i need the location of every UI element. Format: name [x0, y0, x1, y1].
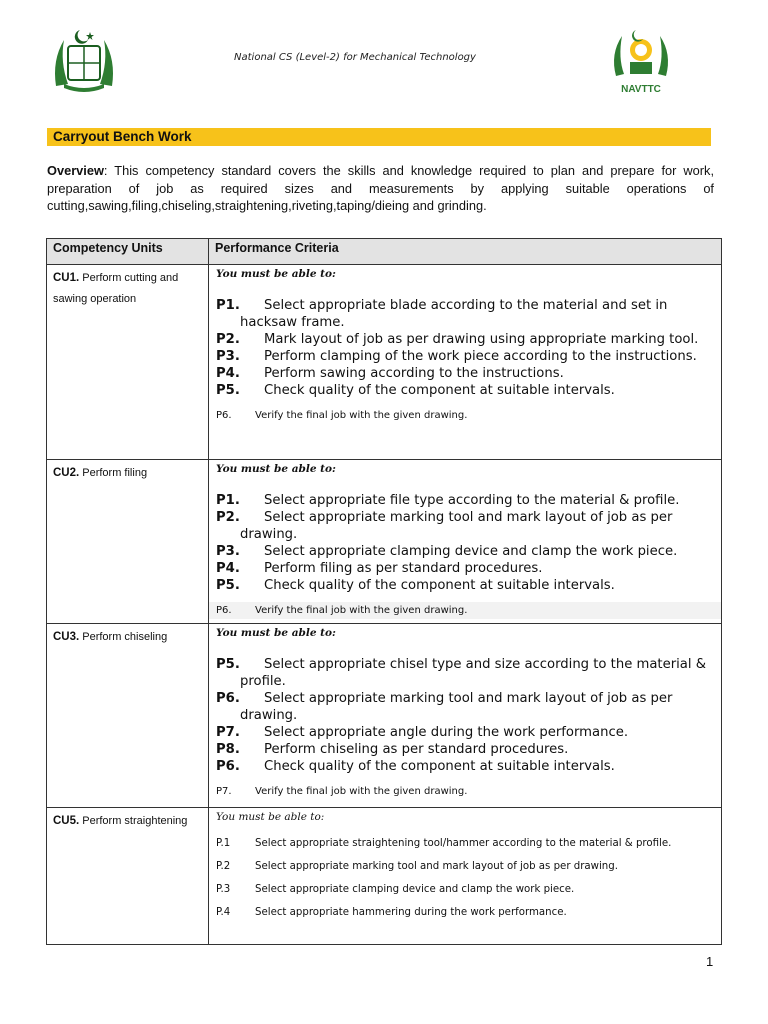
table-row [47, 808, 722, 945]
criterion-code: P1. [216, 298, 240, 313]
unit-name: Perform cutting and sawing operation [53, 272, 179, 305]
criterion-code: P.2 [216, 861, 231, 872]
criterion [216, 906, 713, 919]
criterion-text: Select appropriate clamping device and clamp the work piece. [264, 544, 678, 559]
performance-criteria-cell [209, 808, 722, 945]
document-header: National CS (Level-2) for Mechanical Technology [234, 52, 476, 63]
criterion-code: P6. [216, 410, 232, 421]
competency-unit-cell [47, 460, 209, 624]
criterion-code: P6. [216, 759, 240, 774]
unit-name: Perform filing [79, 467, 148, 479]
criterion-code: P7. [216, 725, 240, 740]
page-number: 1 [706, 954, 714, 969]
unit-name: Perform straightening [79, 815, 188, 827]
criterion-text: Select appropriate straightening tool/hammer according to the material & profile. [255, 838, 672, 849]
overview-label: Overview [47, 163, 104, 178]
unit-code: CU1. [53, 272, 80, 284]
criterion-code: P6. [216, 691, 240, 706]
criterion [216, 543, 713, 560]
criterion-code: P2. [216, 332, 240, 347]
criterion-code: P5. [216, 383, 240, 398]
criterion [216, 860, 713, 873]
navttc-logo [606, 26, 676, 98]
criterion-text: Select appropriate chisel type and size according to the material & profile. [240, 657, 707, 689]
criterion-text: Select appropriate file type according to the material & profile. [264, 493, 680, 508]
criterion-final [216, 785, 713, 798]
criterion [216, 492, 713, 509]
unit-name: Perform chiseling [79, 631, 168, 643]
competency-table [46, 238, 722, 945]
table-header-row [47, 239, 722, 265]
criterion-text: Select appropriate marking tool and mark layout of job as per drawing. [255, 861, 618, 872]
criterion-text: Check quality of the component at suitable intervals. [264, 578, 615, 593]
competency-unit-cell [47, 808, 209, 945]
table-row [47, 265, 722, 460]
criterion-code: P.4 [216, 907, 231, 918]
criterion-text: Perform filing as per standard procedures. [264, 561, 543, 576]
criterion-text: Perform clamping of the work piece according to the instructions. [264, 349, 697, 364]
criterion [216, 509, 713, 543]
criterion-code: P7. [216, 786, 232, 797]
criterion-text: Select appropriate blade according to the material and set in hacksaw frame. [240, 298, 668, 330]
header-performance-criteria: Performance Criteria [209, 239, 722, 265]
criterion [216, 297, 713, 331]
criterion [216, 348, 713, 365]
criterion-text: Select appropriate hammering during the work performance. [255, 907, 567, 918]
criterion [216, 331, 713, 348]
criterion-code: P3. [216, 544, 240, 559]
criterion-text: Check quality of the component at suitable intervals. [264, 759, 615, 774]
unit-code: CU5. [53, 815, 80, 827]
criterion-code: P8. [216, 742, 240, 757]
overview-paragraph [47, 162, 714, 215]
criterion [216, 724, 713, 741]
section-title: Carryout Bench Work [53, 129, 192, 144]
navttc-logo-caption: NAVTTC [621, 84, 661, 95]
criterion-code: P5. [216, 578, 240, 593]
criterion-text: Check quality of the component at suitable intervals. [264, 383, 615, 398]
table-row [47, 460, 722, 624]
performance-criteria-cell [209, 265, 722, 460]
performance-criteria-cell [209, 460, 722, 624]
unit-code: CU3. [53, 631, 80, 643]
criterion-code: P2. [216, 510, 240, 525]
criterion-code: P1. [216, 493, 240, 508]
header-competency-units: Competency Units [47, 239, 209, 265]
criterion [216, 883, 713, 896]
criterion-final [209, 602, 721, 619]
criteria-intro: You must be able to: [216, 268, 336, 280]
criterion-code: P6. [216, 605, 232, 616]
criterion-code: P5. [216, 657, 240, 672]
criterion-text: Verify the final job with the given drawing. [255, 786, 468, 797]
criteria-intro: You must be able to: [216, 811, 325, 823]
criterion [216, 365, 713, 382]
competency-unit-cell [47, 265, 209, 460]
criterion-final [216, 409, 713, 422]
criterion-code: P3. [216, 349, 240, 364]
unit-code: CU2. [53, 467, 80, 479]
criterion-text: Select appropriate angle during the work performance. [264, 725, 629, 740]
criterion-text: Perform sawing according to the instructions. [264, 366, 564, 381]
criterion [216, 690, 713, 724]
criterion-text: Mark layout of job as per drawing using appropriate marking tool. [264, 332, 699, 347]
criteria-intro: You must be able to: [216, 463, 336, 475]
criterion [216, 837, 713, 850]
criterion [216, 560, 713, 577]
table-row [47, 624, 722, 808]
criterion [216, 656, 713, 690]
criterion-text: Select appropriate clamping device and clamp the work piece. [255, 884, 575, 895]
criterion [216, 741, 713, 758]
criterion [216, 382, 713, 399]
criterion-text: Verify the final job with the given drawing. [255, 605, 468, 616]
criterion-code: P.1 [216, 838, 231, 849]
criterion-text: Perform chiseling as per standard procedures. [264, 742, 569, 757]
section-title-bar [47, 128, 711, 146]
performance-criteria-cell [209, 624, 722, 808]
overview-text: : This competency standard covers the skills and knowledge required to plan and prepare for work, preparation of job as required sizes and measurements by applying suitable operations of cutting,sawing,filing,chiseling,straightening,riveting,taping/dieing and grinding. [47, 163, 714, 213]
criterion [216, 577, 713, 594]
criterion-text: Verify the final job with the given drawing. [255, 410, 468, 421]
criterion [216, 758, 713, 775]
criterion-code: P4. [216, 366, 240, 381]
criteria-intro: You must be able to: [216, 627, 336, 639]
competency-unit-cell [47, 624, 209, 808]
criterion-code: P.3 [216, 884, 231, 895]
criterion-text: Select appropriate marking tool and mark layout of job as per drawing. [240, 510, 673, 542]
criterion-text: Select appropriate marking tool and mark layout of job as per drawing. [240, 691, 673, 723]
criterion-code: P4. [216, 561, 240, 576]
